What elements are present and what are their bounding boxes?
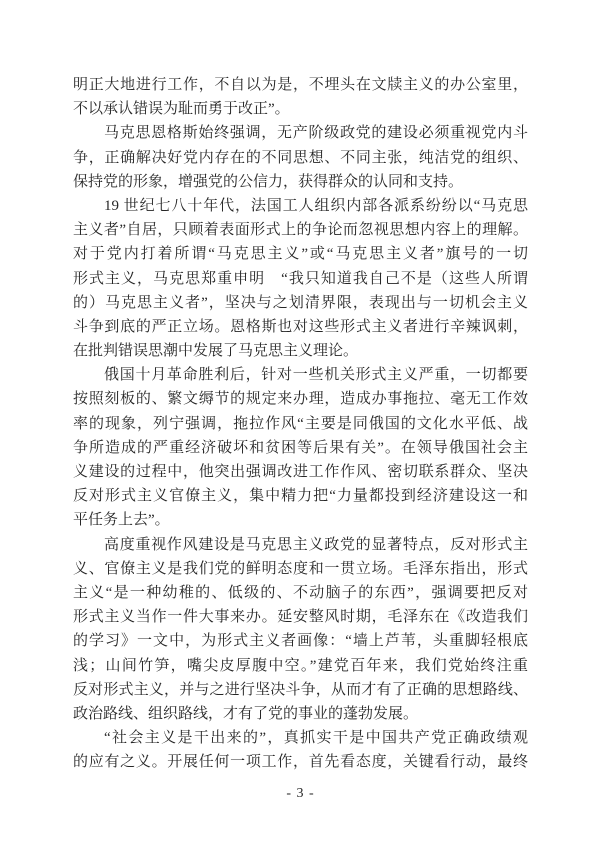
page-number: - 3 - — [286, 786, 315, 801]
text-line: 按照刻板的、繁文缛节的规定来办理，造成办事拖拉、毫无工作效 — [73, 391, 528, 408]
text-line: 率的现象，列宁强调，拖拉作风“主要是同俄国的文化水平低、战 — [73, 415, 528, 432]
text-line: 主义者”自居，只顾着表面形式上的争论而忽视思想内容上的理解。 — [73, 222, 528, 239]
text-line: 明正大地进行工作，不自以为是，不埋头在文牍主义的办公室里， — [73, 77, 528, 93]
text-line: 义、官僚主义是我们党的鲜明态度和一贯立场。毛泽东指出，形式 — [73, 560, 528, 577]
text-line: 高度重视作风建设是马克思主义政党的显著特点，反对形式主 — [104, 536, 528, 553]
text-line: 俄国十月革命胜利后，针对一些机关形式主义严重，一切都要 — [104, 367, 528, 384]
text-line: 在批判错误思潮中发展了马克思主义理论。 — [73, 343, 359, 360]
text-line: 的应有之义。开展任何一项工作，首先看态度，关键看行动，最终 — [73, 754, 528, 771]
text-line: 不以承认错误为耻而勇于改正”。 — [73, 101, 290, 118]
text-line: 斗争到底的严正立场。恩格斯也对这些形式主义者进行辛辣讽刺， — [73, 318, 528, 335]
text-line: 19 世纪七八十年代，法国工人组织内部各派系纷纷以“马克思 — [104, 197, 528, 214]
text-line: 的学习》一文中，为形式主义者画像：“墙上芦苇，头重脚轻根底 — [73, 633, 528, 650]
text-line: 争所造成的严重经济破坏和贫困等后果有关”。在领导俄国社会主 — [73, 439, 528, 456]
text-line: 政治路线、组织路线，才有了党的事业的蓬勃发展。 — [73, 705, 419, 722]
text-line: 对于党内打着所谓“马克思主义”或“马克思主义者”旗号的一切 — [73, 246, 528, 263]
text-line: 争，正确解决好党内存在的不同思想、不同主张，纯洁党的组织、 — [73, 149, 528, 166]
document-body — [73, 73, 528, 774]
text-line: 马克思恩格斯始终强调，无产阶级政党的建设必须重视党内斗 — [104, 125, 528, 142]
text-line: 形式主义，马克思郑重申明 “我只知道我自己不是（这些人所谓 — [73, 270, 528, 287]
text-line: 形式主义当作一件大事来办。延安整风时期，毛泽东在《改造我们 — [73, 609, 528, 626]
text-line: 义建设的过程中，他突出强调改进工作作风、密切联系群众、坚决 — [73, 464, 528, 480]
text-line: 反对形式主义官僚主义，集中精力把“力量都投到经济建设这一和 — [73, 488, 528, 505]
text-line: 主义“是一种幼稚的、低级的、不动脑子的东西”，强调要把反对 — [73, 584, 528, 601]
text-line: 平任务上去”。 — [73, 512, 170, 529]
text-line: “社会主义是干出来的”，真抓实干是中国共产党正确政绩观 — [104, 730, 528, 747]
text-line: 的）马克思主义者”，坚决与之划清界限，表现出与一切机会主义 — [73, 294, 528, 311]
text-line: 保持党的形象，增强党的公信力，获得群众的认同和支持。 — [73, 173, 464, 190]
text-line: 反对形式主义，并与之进行坚决斗争，从而才有了正确的思想路线、 — [73, 681, 528, 698]
text-line: 浅；山间竹笋，嘴尖皮厚腹中空。”建党百年来，我们党始终注重 — [73, 657, 528, 674]
